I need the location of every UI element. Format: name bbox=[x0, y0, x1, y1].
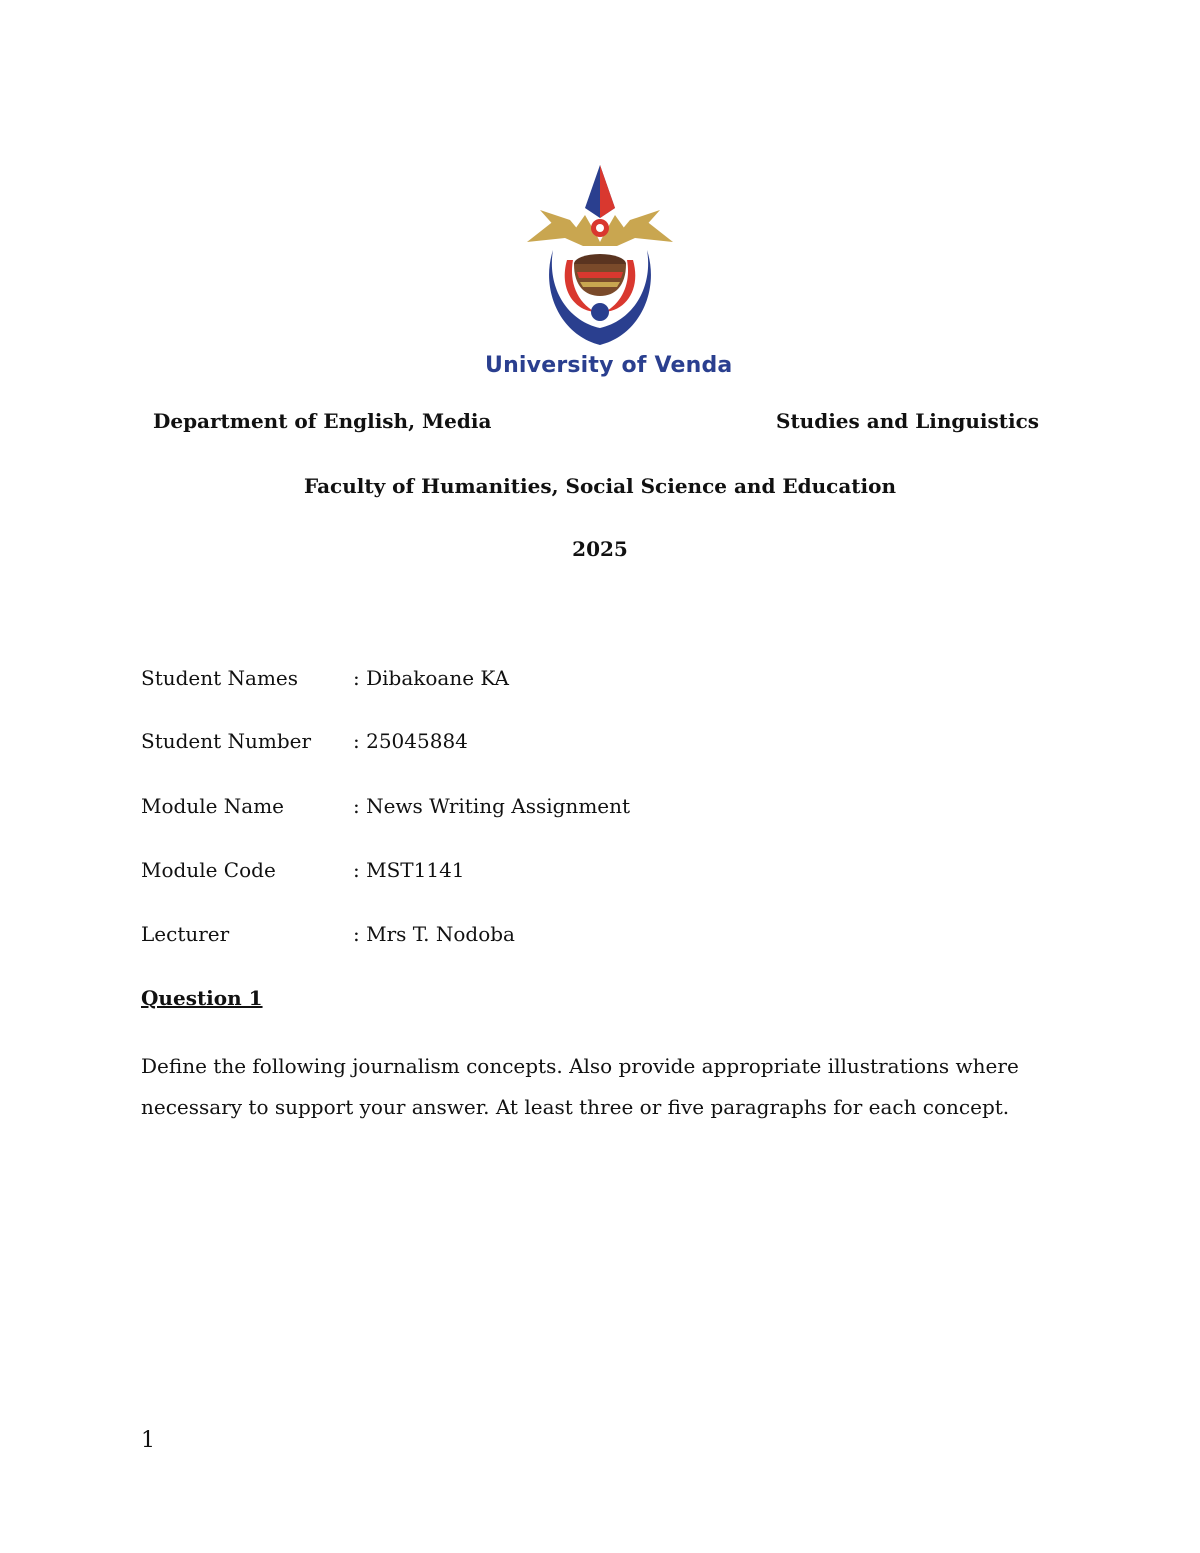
university-logo bbox=[485, 160, 733, 390]
university-name: University of Venda bbox=[485, 353, 733, 378]
info-value: : News Writing Assignment bbox=[353, 794, 631, 818]
department-name-left: Department of English, Media bbox=[153, 409, 492, 433]
question-heading: Question 1 bbox=[141, 986, 263, 1010]
info-value: : 25045884 bbox=[353, 729, 468, 753]
page-number: 1 bbox=[141, 1428, 155, 1453]
faculty-name: Faculty of Humanities, Social Science and Education bbox=[303, 474, 897, 498]
department-name-right: Studies and Linguistics bbox=[776, 409, 1040, 433]
question-body: Define the following journalism concepts. Also provide appropriate illustrations where necessary to support your answer. At least three or five paragraphs for each concept. bbox=[141, 1054, 1019, 1119]
year: 2025 bbox=[572, 537, 628, 561]
university-crest-icon bbox=[485, 160, 715, 350]
info-value: : MST1141 bbox=[353, 858, 465, 882]
info-label: Student Number bbox=[141, 729, 312, 753]
info-value: : Dibakoane KA bbox=[353, 666, 509, 690]
info-label: Module Name bbox=[141, 794, 285, 818]
info-label: Student Names bbox=[141, 666, 299, 690]
info-label: Module Code bbox=[141, 858, 276, 882]
info-label: Lecturer bbox=[141, 922, 230, 946]
info-value: : Mrs T. Nodoba bbox=[353, 922, 515, 946]
